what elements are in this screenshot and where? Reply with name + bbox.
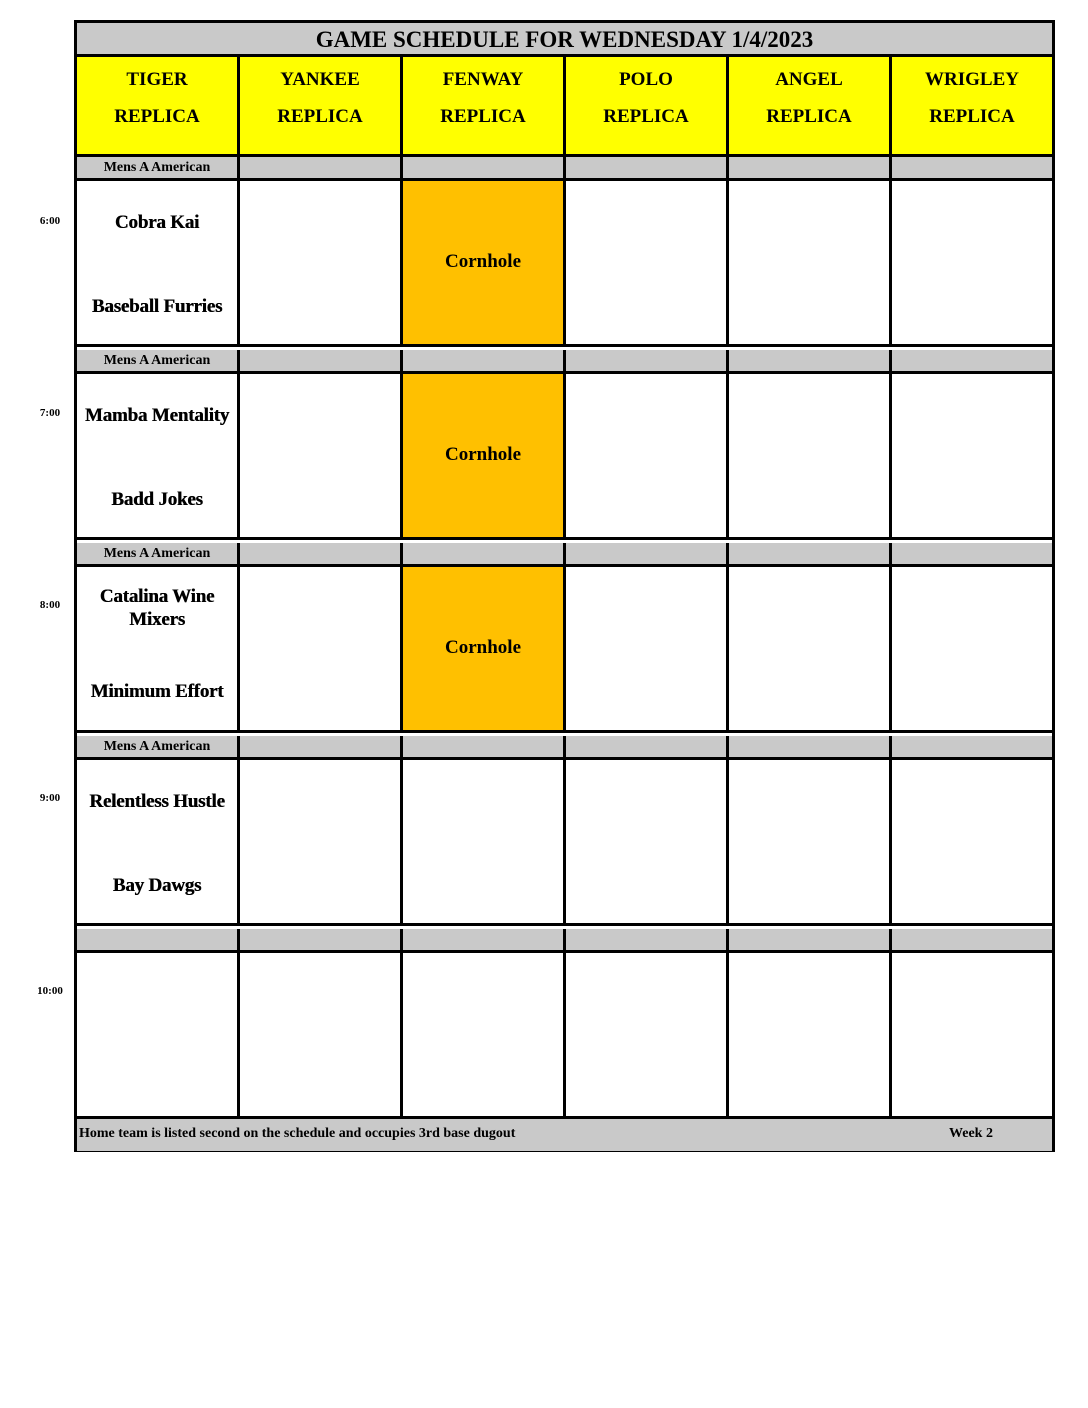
away-team: Catalina Wine Mixers <box>99 586 215 630</box>
division-label: Mens A American <box>77 157 240 178</box>
angel-game-cell <box>729 760 892 923</box>
venue-name: FENWAY <box>442 69 524 90</box>
division-label: Mens A American <box>77 350 240 371</box>
division-row <box>77 929 1052 953</box>
angel-game-cell <box>729 374 892 537</box>
angel-game-cell <box>729 181 892 344</box>
venue-sub: REPLICA <box>929 106 1015 127</box>
angel-game-cell <box>729 567 892 730</box>
yankee-game-cell <box>240 760 403 923</box>
division-label: Mens A American <box>77 736 240 757</box>
venue-polo <box>566 57 729 154</box>
division-label <box>77 929 240 950</box>
tiger-game-cell <box>77 181 240 344</box>
venue-name: WRIGLEY <box>925 69 1019 90</box>
polo-game-cell <box>566 953 729 1116</box>
fenway-game-cell <box>403 760 566 923</box>
division-label: Mens A American <box>77 543 240 564</box>
fenway-game-cell <box>403 953 566 1116</box>
home-team: Minimum Effort <box>90 681 224 702</box>
time-label-8: 8:00 <box>39 599 61 611</box>
venue-name: YANKEE <box>280 69 360 90</box>
tiger-game-cell <box>77 953 240 1116</box>
wrigley-game-cell <box>892 181 1052 344</box>
polo-game-cell <box>566 181 729 344</box>
away-team: Mamba Mentality <box>84 405 230 426</box>
venue-sub: REPLICA <box>114 106 200 127</box>
wrigley-game-cell <box>892 760 1052 923</box>
venue-wrigley <box>892 57 1052 154</box>
footer-note: Home team is listed second on the schedule and occupies 3rd base dugout <box>79 1126 516 1141</box>
time-label-7: 7:00 <box>39 407 61 419</box>
cornhole-event: Cornhole <box>445 637 521 658</box>
venue-header-row <box>77 57 1052 157</box>
venue-name: POLO <box>619 69 673 90</box>
venue-sub: REPLICA <box>277 106 363 127</box>
venue-sub: REPLICA <box>603 106 689 127</box>
time-label-6: 6:00 <box>39 215 61 227</box>
away-team: Relentless Hustle <box>89 791 225 812</box>
schedule-title: GAME SCHEDULE FOR WEDNESDAY 1/4/2023 <box>77 23 1052 57</box>
wrigley-game-cell <box>892 953 1052 1116</box>
wrigley-game-cell <box>892 374 1052 537</box>
home-team: Bay Dawgs <box>112 875 202 896</box>
yankee-game-cell <box>240 567 403 730</box>
game-row <box>77 953 1052 1119</box>
tiger-game-cell <box>77 567 240 730</box>
venue-name: TIGER <box>126 69 188 90</box>
yankee-game-cell <box>240 374 403 537</box>
venue-sub: REPLICA <box>766 106 852 127</box>
fenway-game-cell <box>403 181 566 344</box>
division-row <box>77 350 1052 374</box>
cornhole-event: Cornhole <box>445 251 521 272</box>
game-row <box>77 567 1052 733</box>
home-team: Badd Jokes <box>111 489 203 510</box>
schedule-table <box>74 20 1055 1152</box>
fenway-game-cell <box>403 374 566 537</box>
tiger-game-cell <box>77 760 240 923</box>
polo-game-cell <box>566 760 729 923</box>
home-team: Baseball Furries <box>91 296 223 317</box>
venue-name: ANGEL <box>775 69 843 90</box>
division-row <box>77 543 1052 567</box>
venue-fenway <box>403 57 566 154</box>
angel-game-cell <box>729 953 892 1116</box>
yankee-game-cell <box>240 953 403 1116</box>
week-label: Week 2 <box>949 1126 993 1141</box>
tiger-game-cell <box>77 374 240 537</box>
polo-game-cell <box>566 374 729 537</box>
venue-angel <box>729 57 892 154</box>
game-row <box>77 181 1052 347</box>
polo-game-cell <box>566 567 729 730</box>
yankee-game-cell <box>240 181 403 344</box>
time-label-9: 9:00 <box>39 792 61 804</box>
away-team: Cobra Kai <box>114 212 200 233</box>
time-label-10: 10:00 <box>37 985 63 997</box>
division-row <box>77 736 1052 760</box>
venue-sub: REPLICA <box>440 106 526 127</box>
division-row <box>77 157 1052 181</box>
venue-yankee <box>240 57 403 154</box>
game-row <box>77 374 1052 540</box>
footer-row <box>77 1119 1052 1151</box>
cornhole-event: Cornhole <box>445 444 521 465</box>
game-row <box>77 760 1052 926</box>
fenway-game-cell <box>403 567 566 730</box>
venue-tiger <box>77 57 240 154</box>
wrigley-game-cell <box>892 567 1052 730</box>
